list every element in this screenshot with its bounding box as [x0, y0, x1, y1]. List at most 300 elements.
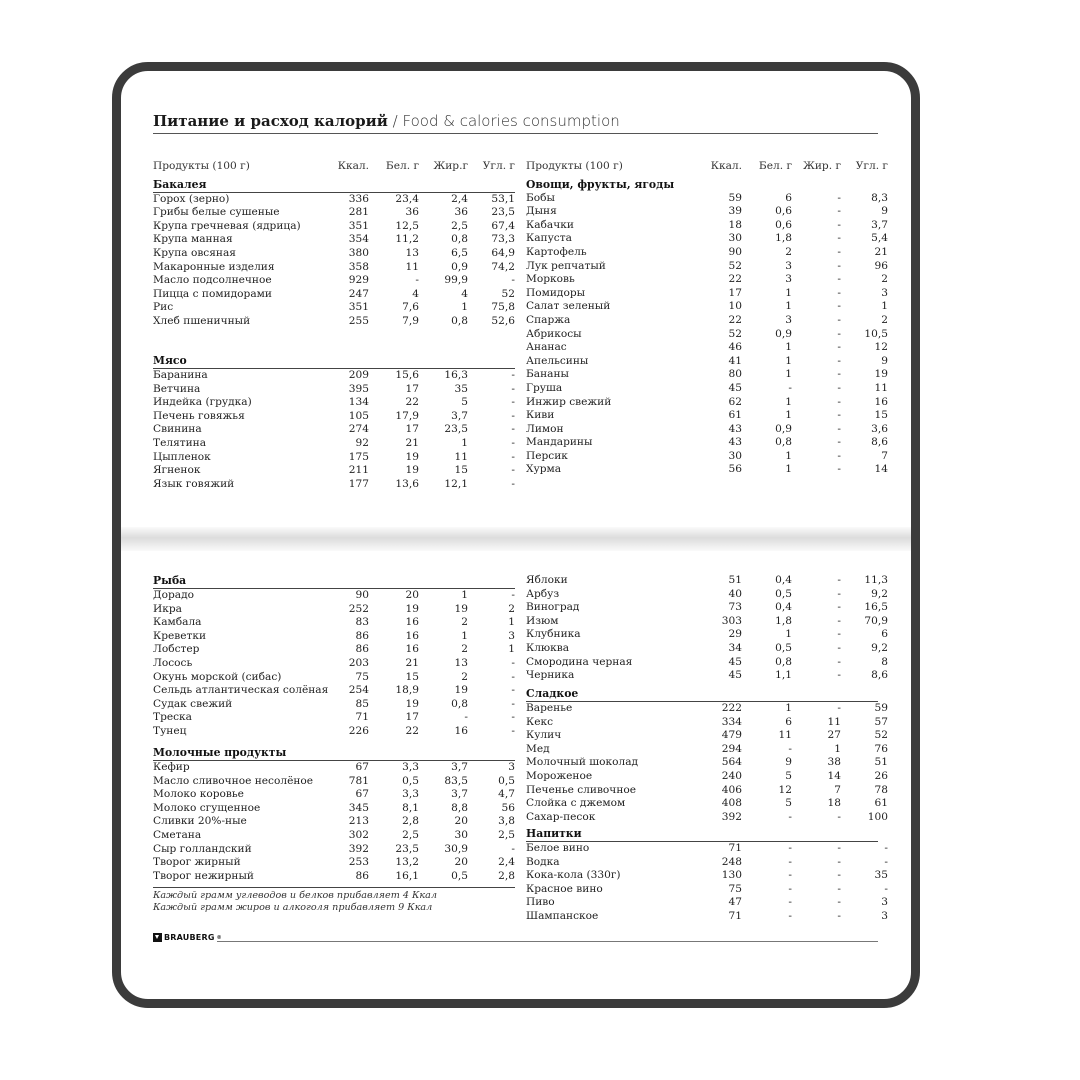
table-row	[153, 410, 515, 424]
kcal-value: 254	[348, 684, 369, 697]
fish-block	[153, 574, 515, 739]
kcal-value: 274	[348, 423, 369, 436]
fat-value: -	[837, 245, 841, 258]
product-name: Киви	[526, 409, 555, 422]
table-row	[526, 245, 888, 260]
protein-value: 6	[785, 715, 792, 728]
section-rows	[526, 574, 888, 683]
product-name: Спаржа	[526, 313, 571, 326]
protein-value: 16	[405, 643, 419, 656]
table-row	[526, 313, 888, 328]
fat-value: 2	[461, 643, 468, 656]
table-row	[153, 383, 515, 397]
carb-value: 9	[881, 354, 888, 367]
kcal-value: 75	[728, 882, 742, 895]
product-name: Творог жирный	[153, 856, 241, 869]
section-rows	[153, 369, 515, 491]
protein-value: 17	[405, 382, 419, 395]
product-name: Смородина черная	[526, 655, 633, 668]
kcal-value: 29	[728, 628, 742, 641]
table-row	[526, 327, 888, 342]
product-name: Дорадо	[153, 589, 194, 601]
carb-value: -	[511, 409, 515, 422]
section-rows	[526, 842, 888, 924]
kcal-value: 30	[728, 449, 742, 462]
kcal-value: 85	[355, 697, 369, 710]
fat-value: -	[837, 409, 841, 422]
fat-value: -	[837, 855, 841, 868]
kcal-value: 61	[728, 409, 742, 422]
fat-value: -	[837, 436, 841, 449]
carb-value: 19	[874, 368, 888, 381]
product-name: Картофель	[526, 245, 587, 258]
product-name: Клубника	[526, 628, 581, 641]
kcal-value: 67	[355, 761, 369, 773]
kcal-value: 294	[721, 742, 742, 755]
carb-value: 26	[874, 769, 888, 782]
carb-value: 8,6	[871, 669, 888, 682]
section-rows	[153, 193, 515, 329]
product-name: Кекс	[526, 715, 554, 728]
protein-value: 15	[405, 670, 419, 683]
table-row	[153, 589, 515, 603]
protein-value: 17	[405, 423, 419, 436]
product-name: Икра	[153, 602, 182, 615]
kcal-value: 336	[348, 192, 369, 205]
carb-value: -	[511, 382, 515, 395]
carb-value: -	[511, 589, 515, 601]
table-row	[526, 286, 888, 301]
protein-value: 8,1	[402, 801, 419, 814]
product-name: Мороженое	[526, 769, 593, 782]
page-title	[153, 111, 878, 134]
protein-value: 1	[785, 449, 792, 462]
protein-value: 0,8	[775, 436, 792, 449]
product-name: Инжир свежий	[526, 395, 612, 408]
kcal-value: 255	[348, 314, 369, 327]
kcal-value: 345	[348, 801, 369, 814]
fat-value: -	[837, 327, 841, 340]
product-name: Лобстер	[153, 643, 200, 656]
kcal-value: 59	[728, 191, 742, 204]
carb-value: 12	[874, 341, 888, 354]
product-name: Сметана	[153, 828, 202, 841]
product-name: Пиво	[526, 896, 555, 909]
fat-value: -	[837, 628, 841, 641]
table-row	[153, 301, 515, 315]
kcal-value: 22	[728, 273, 742, 286]
protein-value: 1,1	[775, 669, 792, 682]
carb-value: 6	[881, 628, 888, 641]
carb-value: 1	[508, 616, 515, 629]
product-name: Пицца с помидорами	[153, 287, 272, 300]
table-row	[526, 395, 888, 410]
carb-value: 35	[874, 869, 888, 882]
kcal-value: 40	[728, 587, 742, 600]
product-name: Черника	[526, 669, 575, 682]
fat-value: -	[837, 810, 841, 823]
protein-value: 3	[785, 259, 792, 272]
product-name: Водка	[526, 855, 560, 868]
product-name: Белое вино	[526, 842, 590, 854]
brand-logo: BRAUBERG ®	[153, 933, 222, 942]
protein-value: -	[788, 896, 792, 909]
kcal-value: 406	[721, 783, 742, 796]
product-name: Яблоки	[526, 574, 568, 586]
kcal-value: 86	[355, 869, 369, 882]
protein-value: 4	[412, 287, 419, 300]
product-name: Арбуз	[526, 587, 560, 600]
protein-value: 1	[785, 300, 792, 313]
product-name: Индейка (грудка)	[153, 396, 252, 409]
kcal-value: 380	[348, 246, 369, 259]
kcal-value: 52	[728, 327, 742, 340]
table-row	[526, 628, 888, 642]
table-row	[526, 641, 888, 656]
fat-value: 3,7	[451, 409, 468, 422]
kcal-value: 71	[728, 842, 742, 854]
table-row	[153, 761, 515, 775]
kcal-value: 564	[721, 756, 742, 769]
carb-value: 52	[874, 729, 888, 742]
protein-value: 1	[785, 395, 792, 408]
carb-value: 0,5	[498, 774, 515, 787]
product-name: Виноград	[526, 601, 580, 614]
protein-value: 1	[785, 286, 792, 299]
table-row	[526, 409, 888, 423]
kcal-value: 34	[728, 641, 742, 654]
carb-value: 2,4	[498, 856, 515, 869]
fat-value: 16	[454, 724, 468, 737]
protein-value: 1,8	[775, 232, 792, 245]
fat-value: 12,1	[444, 477, 468, 490]
fat-value: -	[837, 286, 841, 299]
table-row	[526, 205, 888, 219]
dairy-block	[153, 746, 515, 883]
table-row	[153, 274, 515, 288]
fat-value: 38	[827, 756, 841, 769]
carb-value: 23,5	[491, 206, 515, 219]
product-name: Свинина	[153, 423, 202, 436]
table-row	[153, 206, 515, 220]
protein-value: 9	[785, 756, 792, 769]
fat-value: -	[837, 587, 841, 600]
product-name: Крупа овсяная	[153, 246, 236, 259]
protein-value: 1	[785, 354, 792, 367]
carb-value: -	[511, 724, 515, 737]
table-row	[526, 797, 888, 811]
fat-value: 2,5	[451, 219, 468, 232]
table-row	[153, 698, 515, 712]
product-name: Молочный шоколад	[526, 756, 639, 769]
protein-value: 5	[785, 769, 792, 782]
kcal-value: 10	[728, 300, 742, 313]
protein-value: 2,5	[402, 828, 419, 841]
kcal-value: 222	[721, 702, 742, 714]
title-ru: Питание и расход калорий	[153, 112, 388, 130]
fat-value: -	[837, 882, 841, 895]
carb-value: 3,7	[871, 218, 888, 231]
carb-value: 59	[874, 702, 888, 714]
kcal-value: 105	[348, 409, 369, 422]
carb-value: -	[511, 697, 515, 710]
kcal-value: 43	[728, 436, 742, 449]
product-name: Шампанское	[526, 909, 599, 922]
fat-value: -	[837, 574, 841, 586]
carb-value: 2,8	[498, 869, 515, 882]
kcal-value: 240	[721, 769, 742, 782]
table-row	[526, 232, 888, 246]
kcal-value: 203	[348, 656, 369, 669]
section-rows	[526, 702, 888, 824]
table-row	[153, 288, 515, 302]
fat-value: -	[837, 601, 841, 614]
kcal-value: 18	[728, 218, 742, 231]
table-row	[153, 870, 515, 884]
fat-value: -	[837, 218, 841, 231]
carb-value: -	[511, 684, 515, 697]
protein-value: 2,8	[402, 815, 419, 828]
kcal-value: 90	[355, 589, 369, 601]
protein-value: -	[788, 882, 792, 895]
carb-value: 21	[874, 245, 888, 258]
table-row	[526, 341, 888, 355]
carb-value: -	[511, 656, 515, 669]
fat-value: -	[837, 273, 841, 286]
column-header: Продукты (100 г) Ккал. Бел. г Жир. г Угл. г	[526, 160, 888, 172]
carb-value: 56	[501, 801, 515, 814]
section-rows	[153, 589, 515, 739]
section-rows	[526, 191, 888, 477]
table-row	[526, 783, 888, 798]
kcal-value: 45	[728, 669, 742, 682]
table-row	[526, 742, 888, 757]
carb-value: -	[511, 274, 515, 287]
table-row	[153, 315, 515, 329]
protein-value: 0,5	[402, 774, 419, 787]
carb-value: -	[511, 396, 515, 409]
section-title: Бакалея	[153, 178, 515, 193]
fat-value: -	[837, 896, 841, 909]
fat-value: -	[837, 354, 841, 367]
fat-value: -	[837, 869, 841, 882]
carb-value: 3	[508, 761, 515, 773]
fat-value: 1	[461, 436, 468, 449]
product-name: Сливки 20%-ные	[153, 815, 247, 828]
product-name: Клюква	[526, 641, 570, 654]
drinks-block	[526, 827, 888, 924]
kcal-value: 213	[348, 815, 369, 828]
table-row	[153, 815, 515, 829]
carb-value: 3	[508, 629, 515, 642]
product-name: Бобы	[526, 191, 555, 204]
product-name: Слойка с джемом	[526, 797, 626, 810]
table-row	[526, 381, 888, 396]
carb-value: 11	[874, 381, 888, 394]
product-name: Дыня	[526, 205, 557, 218]
table-row	[526, 669, 888, 683]
kcal-value: 39	[728, 205, 742, 218]
carb-value: 8	[881, 655, 888, 668]
kcal-value: 71	[355, 711, 369, 724]
product-name: Красное вино	[526, 882, 603, 895]
protein-value: 0,5	[775, 641, 792, 654]
carb-value: -	[884, 855, 888, 868]
table-row	[526, 655, 888, 670]
table-row	[526, 601, 888, 615]
protein-value: 0,5	[775, 587, 792, 600]
table-row	[526, 869, 888, 883]
product-name: Тунец	[153, 724, 187, 737]
table-row	[526, 842, 888, 856]
fat-value: -	[837, 395, 841, 408]
fat-value: -	[837, 614, 841, 627]
fat-value: 0,8	[451, 314, 468, 327]
carb-value: 53,1	[491, 192, 515, 205]
kcal-value: 45	[728, 381, 742, 394]
table-row	[526, 810, 888, 825]
protein-value: 1	[785, 463, 792, 476]
carb-value: 70,9	[864, 614, 888, 627]
fat-value: 2,4	[451, 192, 468, 205]
kcal-value: 75	[355, 670, 369, 683]
fat-value: 20	[454, 815, 468, 828]
protein-value: 16	[405, 616, 419, 629]
fat-value: 19	[454, 684, 468, 697]
table-row	[153, 220, 515, 234]
section-title: Молочные продукты	[153, 746, 515, 761]
carb-value: 3,6	[871, 422, 888, 435]
product-name: Варенье	[526, 702, 573, 714]
fat-value: 7	[834, 783, 841, 796]
product-name: Крупа гречневая (ядрица)	[153, 219, 301, 232]
brand-mark-icon	[153, 933, 162, 942]
kcal-value: 395	[348, 382, 369, 395]
fat-value: 1	[461, 301, 468, 314]
carb-value: -	[511, 464, 515, 477]
carb-value: -	[511, 711, 515, 724]
carb-value: 3	[881, 909, 888, 922]
kcal-value: 17	[728, 286, 742, 299]
kcal-value: 90	[728, 245, 742, 258]
carb-value: 73,3	[491, 233, 515, 246]
carb-value: 8,6	[871, 436, 888, 449]
fat-value: 6,5	[451, 246, 468, 259]
fat-value: 30	[454, 828, 468, 841]
fat-value: 1	[461, 589, 468, 601]
kcal-value: 73	[728, 601, 742, 614]
product-name: Морковь	[526, 273, 575, 286]
table-row	[153, 843, 515, 857]
carb-value: 1	[881, 300, 888, 313]
carb-value: 2	[881, 273, 888, 286]
fat-value: 18	[827, 797, 841, 810]
protein-value: 11	[405, 260, 419, 273]
product-name: Масло сливочное несолёное	[153, 774, 314, 787]
table-row	[526, 191, 888, 206]
protein-value: -	[788, 381, 792, 394]
carb-value: -	[511, 450, 515, 463]
fat-value: 11	[454, 450, 468, 463]
product-name: Лук репчатый	[526, 259, 606, 272]
protein-value: -	[788, 810, 792, 823]
product-name: Окунь морской (сибас)	[153, 670, 282, 683]
kcal-value: 302	[348, 828, 369, 841]
kcal-value: 247	[348, 287, 369, 300]
table-row	[153, 684, 515, 698]
table-row	[153, 451, 515, 465]
product-name: Кабачки	[526, 218, 574, 231]
kcal-value: 226	[348, 724, 369, 737]
table-row	[526, 715, 888, 730]
page-fold	[121, 527, 911, 551]
product-name: Капуста	[526, 232, 572, 245]
kcal-value: 334	[721, 715, 742, 728]
protein-value: 18,9	[395, 684, 419, 697]
product-name: Изюм	[526, 614, 559, 627]
page-footer	[153, 933, 878, 947]
carb-value: 78	[874, 783, 888, 796]
protein-value: 20	[405, 589, 419, 601]
carb-value: 2	[508, 602, 515, 615]
fat-value: 30,9	[444, 842, 468, 855]
protein-value: 3,3	[402, 761, 419, 773]
fat-value: 11	[827, 715, 841, 728]
table-row	[153, 775, 515, 789]
section-title: Рыба	[153, 574, 515, 589]
fat-value: 23,5	[444, 423, 468, 436]
product-name: Горох (зерно)	[153, 192, 230, 205]
product-name: Кефир	[153, 761, 190, 773]
carb-value: 64,9	[491, 246, 515, 259]
fat-value: 0,9	[451, 260, 468, 273]
table-row	[153, 711, 515, 725]
table-row	[153, 788, 515, 802]
product-name: Ананас	[526, 341, 567, 354]
kcal-value: 67	[355, 788, 369, 801]
note-line-1: Каждый грамм углеводов и белков прибавляет 4 Ккал	[153, 890, 437, 901]
carb-value: 9	[881, 205, 888, 218]
product-name: Язык говяжий	[153, 477, 235, 490]
table-row	[153, 261, 515, 275]
protein-value: 23,5	[395, 842, 419, 855]
table-row	[526, 463, 888, 477]
table-row	[526, 614, 888, 629]
kcal-value: 71	[728, 909, 742, 922]
table-row	[526, 273, 888, 287]
table-row	[153, 396, 515, 410]
protein-value: 1	[785, 341, 792, 354]
kcal-value: 211	[348, 464, 369, 477]
carb-value: 4,7	[498, 788, 515, 801]
table-row	[153, 193, 515, 207]
carb-value: 7	[881, 449, 888, 462]
protein-value: 17,9	[395, 409, 419, 422]
protein-value: 11,2	[395, 233, 419, 246]
column-header: Продукты (100 г) Ккал. Бел. г Жир.г Угл. г	[153, 160, 515, 172]
protein-value: 7,9	[402, 314, 419, 327]
protein-value: 13	[405, 246, 419, 259]
carb-value: 61	[874, 797, 888, 810]
table-row	[526, 896, 888, 910]
protein-value: 19	[405, 464, 419, 477]
kcal-value: 358	[348, 260, 369, 273]
table-row	[153, 630, 515, 644]
protein-value: 1	[785, 628, 792, 641]
kcal-value: 56	[728, 463, 742, 476]
carb-value: 100	[867, 810, 888, 823]
table-row	[526, 368, 888, 382]
